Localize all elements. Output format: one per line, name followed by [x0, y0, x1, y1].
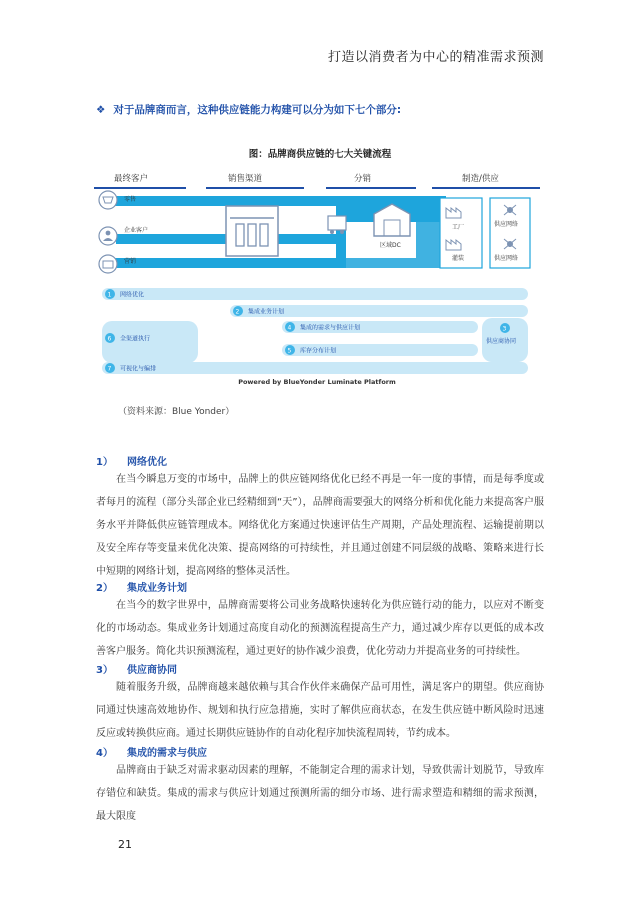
bar-2-num: 2 — [235, 308, 240, 316]
bar-6-label: 全渠道执行 — [120, 335, 151, 343]
dc-label: 区域DC — [380, 242, 401, 249]
section-1-heading — [96, 453, 167, 468]
label-end-customer: 最终客户 — [114, 174, 149, 184]
factory-label: 工厂 — [452, 224, 465, 231]
diamond-bullet-icon: ❖ — [96, 104, 106, 116]
section-2-body — [96, 594, 544, 663]
intro-line — [96, 102, 401, 117]
source-note: （资料来源：Blue Yonder） — [118, 407, 235, 417]
bar-1-num: 1 — [107, 291, 112, 299]
label-sales-channel: 销售渠道 — [228, 174, 263, 184]
section-4-title: 集成的需求与供应 — [126, 748, 207, 759]
section-1-num: 1） — [96, 457, 113, 468]
supply-network-label-2: 供应网络 — [494, 255, 519, 262]
section-1-body — [96, 468, 544, 583]
bar-3-num: 3 — [502, 325, 507, 333]
section-3-num: 3） — [96, 665, 113, 676]
store-icon — [99, 255, 117, 273]
supply-chain-diagram — [94, 160, 540, 388]
label-distribution: 分销 — [354, 174, 372, 184]
bar-6-num: 6 — [107, 335, 112, 343]
running-header: 打造以消费者为中心的精准需求预测 — [327, 50, 544, 65]
customer-marketing-label: 营销 — [124, 258, 137, 265]
section-4-num: 4） — [96, 748, 113, 759]
supply-network-label-1: 供应网络 — [494, 221, 519, 228]
bar-4-num: 4 — [287, 324, 292, 332]
bar-3-label: 供应商协同 — [486, 338, 517, 345]
bar-1-label: 网络优化 — [120, 291, 145, 299]
section-2-title: 集成业务计划 — [126, 583, 187, 594]
section-3-paragraph: 随着服务升级，品牌商越来越依赖与其合作伙伴来确保产品可用性，满足客户的期望。供应商协同通过快速高效地协作、规划和执行应急措施，实时了解供应商状态，在发生供应链中断风险时迅速反应或转换供应商。通过长期供应链协作的自动化程序加快流程周转，节约成本。 — [96, 682, 544, 739]
figure-title: 图：品牌商供应链的七大关键流程 — [248, 149, 392, 160]
section-2-paragraph: 在当今的数字世界中，品牌商需要将公司业务战略快速转化为供应链行动的能力，以应对不断变化的市场动态。集成业务计划通过高度自动化的预测流程提高生产力，通过减少库存以更低的成本改善客户服务。简化共识预测流程，通过更好的协作减少浪费，优化劳动力并提高业务的可持续性。 — [96, 600, 544, 657]
section-3-body — [96, 676, 544, 745]
bar-5-label: 库存分布计划 — [300, 347, 337, 355]
retail-icon — [99, 191, 117, 209]
bar-4-label: 集成的需求与供应计划 — [300, 324, 361, 332]
label-manufacturing: 制造/供应 — [462, 174, 499, 184]
section-3-title: 供应商协同 — [126, 665, 177, 676]
bar-7-num: 7 — [107, 365, 112, 373]
sales-channel-store-icon — [226, 206, 278, 256]
section-4-paragraph: 品牌商由于缺乏对需求驱动因素的理解，不能制定合理的需求计划，导致供需计划脱节，导致库存错位和缺货。集成的需求与供应计划通过预测所需的细分市场、进行需求塑造和精细的需求预测，最大限度 — [96, 765, 544, 822]
section-4-body — [96, 759, 544, 828]
section-4-heading — [96, 744, 207, 759]
section-1-title: 网络优化 — [126, 457, 167, 468]
section-2-heading — [96, 579, 187, 594]
bar-5-num: 5 — [287, 347, 292, 355]
customer-enterprise-label: 企业客户 — [124, 227, 149, 234]
section-2-num: 2） — [96, 583, 113, 594]
page-number: 21 — [118, 838, 132, 851]
bar-1 — [102, 288, 528, 300]
intro-text: 对于品牌商而言，这种供应链能力构建可以分为如下七个部分: — [113, 104, 402, 116]
section-3-heading — [96, 661, 177, 676]
bottling-label: 灌装 — [452, 255, 465, 262]
enterprise-icon — [99, 227, 117, 245]
customer-retail-label: 零售 — [124, 196, 137, 203]
section-1-paragraph: 在当今瞬息万变的市场中，品牌上的供应链网络优化已经不再是一年一度的事情，而是每季度或者每月的流程（部分头部企业已经精细到“天”），品牌商需要强大的网络分析和优化能力来提高客户服务水平并降低供应链管理成本。网络优化方案通过快速评估生产周期，产品处理流程、运输提前期以及安全库存等变量来优化决策、提高网络的可持续性，并且通过创建不同层级的战略、策略来进行长中短期的网络计划，提高网络的整体灵活性。 — [96, 474, 544, 577]
bar-7 — [102, 362, 528, 374]
bar-7-label: 可视化与编排 — [120, 365, 157, 373]
bar-2-label: 集成业务计划 — [248, 308, 285, 316]
powered-by: Powered by BlueYonder Luminate Platform — [238, 378, 396, 386]
